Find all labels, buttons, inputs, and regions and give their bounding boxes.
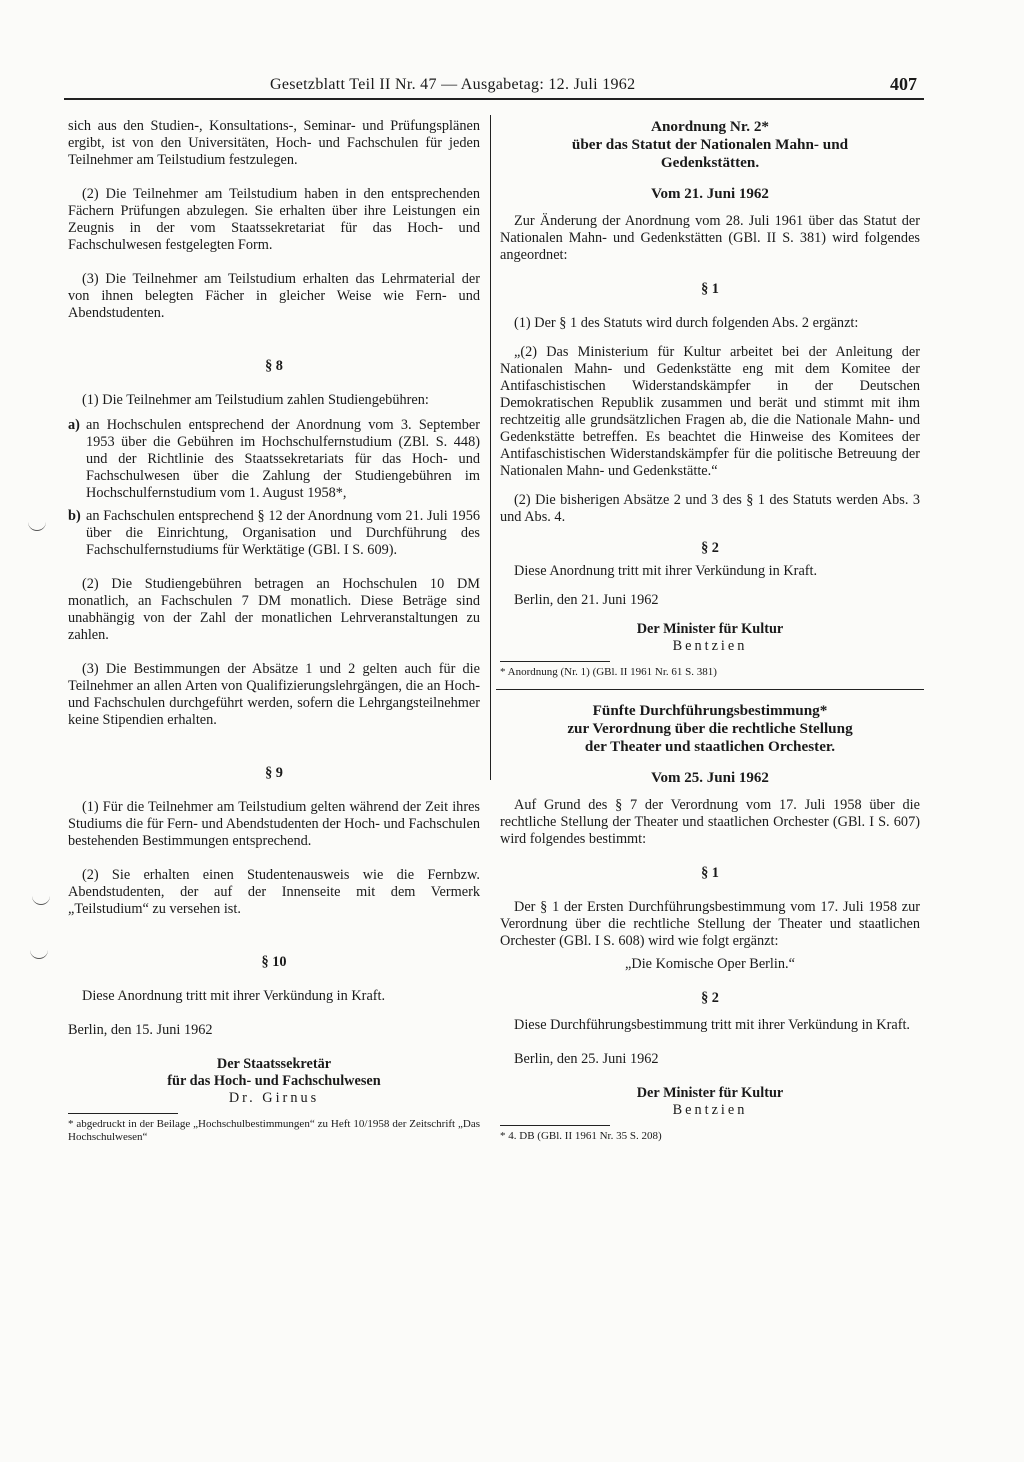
quoted-paragraph: „(2) Das Ministerium für Kultur arbeitet bei der Anleitung der Nationalen Mahn- und Gedenkstätte eng mit dem Komitee der Antifaschistischen Widerstandskämpfer in der Deutschen Demokratischen Republik zusammen und berät und stimmt mit ihm rechtzeitig alle grundsätzlichen Fragen ab, die die Nationale Mahn- und Gedenkstätte betreffen. Es beachtet die Hinweise des Komitees der Antifaschistischen Widerstandskämpfer für die politische Betreuung der Nationalen Mahn- und Gedenkstätte.“: [500, 344, 920, 479]
signer-title: Der Staatssekretär: [216, 1056, 332, 1072]
footnote: * abgedruckt in der Beilage „Hochschulbestimmungen“ zu Heft 10/1958 der Zeitschrift „Das Hochschulwesen“: [68, 1118, 480, 1143]
signer-title: Der Minister für Kultur: [636, 1085, 784, 1101]
footnote-rule: [68, 1113, 178, 1114]
footnote: * 4. DB (GBl. II 1961 Nr. 35 S. 208): [500, 1130, 662, 1142]
section-heading-1: § 1: [701, 865, 719, 881]
list-item: [68, 508, 480, 559]
ordinance-date: Vom 25. Juni 1962: [651, 770, 769, 786]
left-column: [68, 118, 480, 1144]
margin-check-mark: [30, 950, 48, 959]
signer-name: Dr. Girnus: [228, 1090, 320, 1106]
quoted-text: „Die Komische Oper Berlin.“: [625, 956, 795, 972]
footnote-rule: [500, 661, 610, 662]
signer-title: Der Minister für Kultur: [636, 621, 784, 637]
paragraph: (1) Für die Teilnehmer am Teilstudium gelten während der Zeit ihres Studiums die für Fern- und Abendstudenten der Hoch- und Fachschulen bestehenden Bestimmungen entsprechend.: [68, 799, 480, 849]
list-item-text: an Fachschulen entsprechend § 12 der Anordnung vom 21. Juli 1956 über die Einrichtung, Organisation und Durchführung des Fachschulfernstudiums für Werktätige (GBl. I S. 609).: [86, 508, 480, 558]
ordinance-title: über das Statut der Nationalen Mahn- und: [571, 136, 849, 153]
section-heading-8: § 8: [265, 358, 283, 374]
page-header: [0, 76, 1024, 106]
paragraph: (2) Die Studiengebühren betragen an Hochschulen 10 DM monatlich, an Fachschulen 7 DM monatlich. Diese Beträge sind unabhängig von der Zahl der monatlichen Lehrveranstaltungen zu zahlen.: [68, 576, 480, 643]
paragraph: Diese Anordnung tritt mit ihrer Verkündung in Kraft.: [82, 988, 386, 1004]
footnote-rule: [500, 1125, 610, 1126]
section-heading-9: § 9: [265, 765, 283, 781]
paragraph: Zur Änderung der Anordnung vom 28. Juli 1961 über das Statut der Nationalen Mahn- und Gedenkstätten (GBl. II S. 381) wird folgendes angeordnet:: [500, 213, 920, 263]
ordinance-title: der Theater und staatlichen Orchester.: [584, 738, 836, 755]
column-divider: [490, 115, 491, 780]
footnote: * Anordnung (Nr. 1) (GBl. II 1961 Nr. 61 S. 381): [500, 666, 717, 678]
place-date: Berlin, den 15. Juni 1962: [68, 1022, 213, 1038]
header-rule: [64, 98, 924, 100]
signer-name: Bentzien: [672, 1102, 748, 1118]
ordinance-title: zur Verordnung über die rechtliche Stellung: [567, 720, 853, 737]
section-heading-2: § 2: [701, 990, 719, 1006]
page-number: 407: [890, 74, 917, 94]
right-column: [500, 118, 920, 1143]
list-item-label: b): [68, 508, 81, 524]
ordinance-title: Gedenkstätten.: [660, 154, 760, 171]
ordinance-title: Fünfte Durchführungsbestimmung*: [592, 702, 828, 719]
section-heading-2: § 2: [701, 540, 719, 556]
section-heading-1: § 1: [701, 281, 719, 297]
ordinance-date: Vom 21. Juni 1962: [651, 186, 769, 202]
section-heading-10: § 10: [261, 954, 287, 970]
margin-check-mark: [28, 522, 46, 531]
paragraph: sich aus den Studien-, Konsultations-, Seminar- und Prüfungsplänen ergibt, ist von den Universitäten, Hoch- und Fachschulen für jeden Teilnehmer am Teilstudium festzulegen.: [68, 118, 480, 168]
place-date: Berlin, den 21. Juni 1962: [514, 592, 659, 608]
paragraph: (1) Der § 1 des Statuts wird durch folgenden Abs. 2 ergänzt:: [514, 315, 859, 331]
paragraph: (2) Sie erhalten einen Studentenausweis wie die Fernbzw. Abendstudenten, der auf der Innenseite mit dem Vermerk „Teilstudium“ zu versehen ist.: [68, 867, 480, 917]
list-item-label: a): [68, 417, 80, 433]
paragraph: (2) Die bisherigen Absätze 2 und 3 des § 1 des Statuts werden Abs. 3 und Abs. 4.: [500, 492, 920, 525]
place-date: Berlin, den 25. Juni 1962: [514, 1051, 659, 1067]
margin-check-mark: [32, 896, 50, 905]
section-rule: [496, 689, 924, 690]
ordinance-title: Anordnung Nr. 2*: [650, 118, 770, 135]
paragraph: (3) Die Teilnehmer am Teilstudium erhalten das Lehrmaterial der von ihnen belegten Fächer in gleicher Weise wie Fern- und Abendstudenten.: [68, 271, 480, 321]
paragraph: (1) Die Teilnehmer am Teilstudium zahlen Studiengebühren:: [82, 392, 429, 408]
gazette-header-title: Gesetzblatt Teil II Nr. 47 — Ausgabetag: 12. Juli 1962: [270, 76, 636, 93]
paragraph: Diese Anordnung tritt mit ihrer Verkündung in Kraft.: [514, 563, 818, 579]
list-item-text: an Hochschulen entsprechend der Anordnung vom 3. September 1953 über die Gebühren im Hochschulfernstudium (ZBl. S. 448) und der Richtlinie des Staatssekretariats für das Hoch- und Fachschulwesen über die Zahlung der Studiengebühren im Hochschulfernstudium vom 1. August 1958*,: [86, 417, 480, 501]
paragraph: Auf Grund des § 7 der Verordnung vom 17. Juli 1958 über die rechtliche Stellung der Theater und staatlichen Orchester (GBl. I S. 607) wird folgendes bestimmt:: [500, 797, 920, 847]
paragraph: Diese Durchführungsbestimmung tritt mit ihrer Verkündung in Kraft.: [514, 1017, 911, 1033]
paragraph: (2) Die Teilnehmer am Teilstudium haben in den entsprechenden Fächern Prüfungen abzulegen. Sie erhalten über ihre Leistungen ein Zeugnis in der vom Staatssekretariat für das Hoch- und Fachschulwesen festgelegten Form.: [68, 186, 480, 253]
paragraph: (3) Die Bestimmungen der Absätze 1 und 2 gelten auch für die Teilnehmer an allen Arten von Qualifizierungslehrgängen, die an Hoch- und Fachschulen durchgeführt werden, sofern die Lehrgangsteilnehmer keine Stipendien erhalten.: [68, 661, 480, 728]
signer-title: für das Hoch- und Fachschulwesen: [167, 1073, 381, 1089]
paragraph: Der § 1 der Ersten Durchführungsbestimmung vom 17. Juli 1958 zur Verordnung über die rechtliche Stellung der Theater und staatlichen Orchester (GBl. I S. 608) wird wie folgt ergänzt:: [500, 899, 920, 949]
list-item: [68, 417, 480, 502]
signer-name: Bentzien: [672, 638, 748, 654]
